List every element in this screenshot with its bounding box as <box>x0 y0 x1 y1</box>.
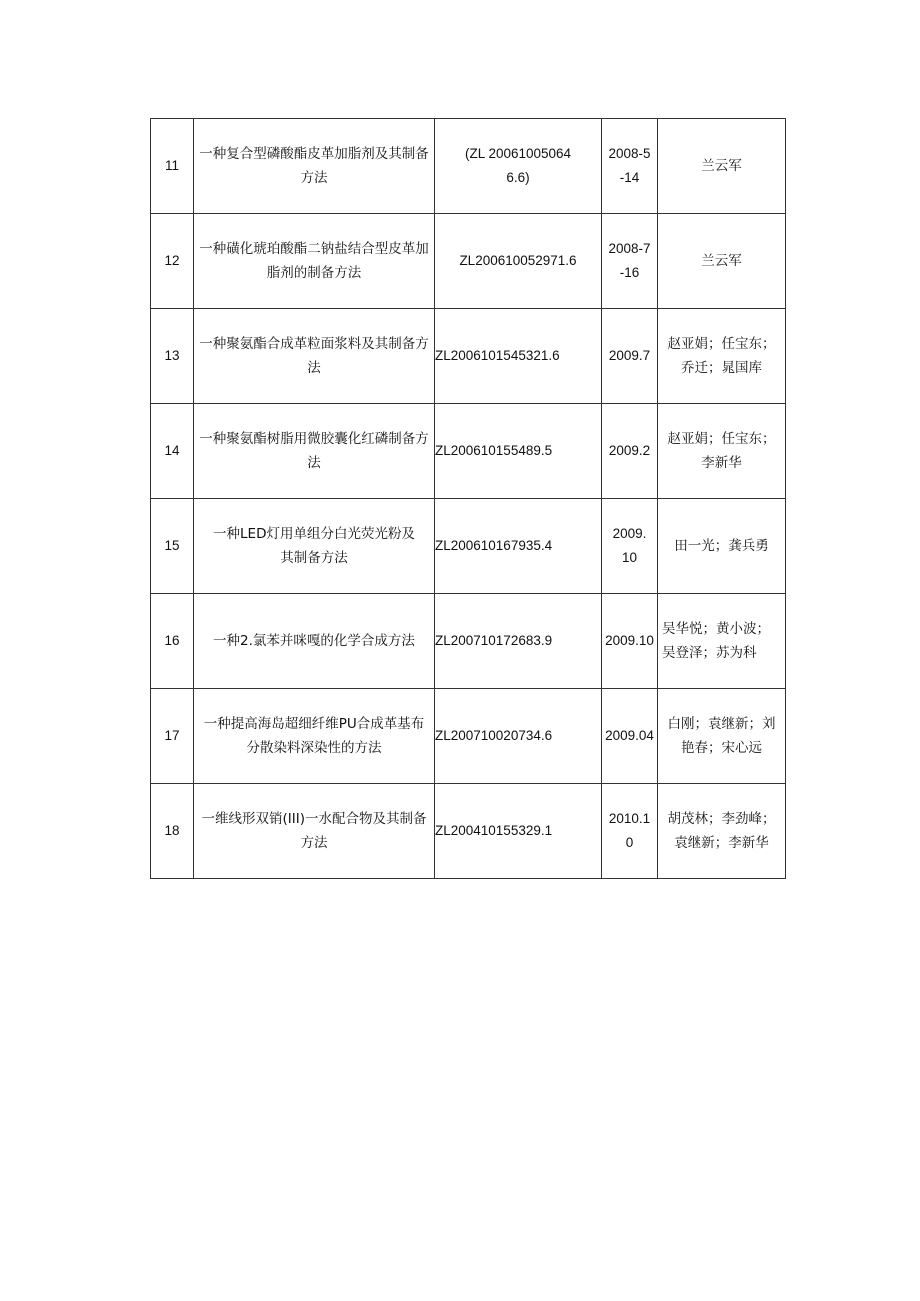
patent-number: ZL200410155329.1 <box>435 823 553 838</box>
row-number: 15 <box>151 499 194 594</box>
table-row <box>151 784 786 879</box>
grant-date: 2009.04 <box>605 728 654 743</box>
table-row <box>151 214 786 309</box>
patent-title: 一种聚氨酯树脂用微胶囊化红磷制备方法 <box>199 431 429 471</box>
row-number: 13 <box>151 309 194 404</box>
patent-number: ZL200710020734.6 <box>435 728 553 743</box>
grant-date: 2009.7 <box>608 348 651 363</box>
inventors: 白刚；袁继新；刘艳春；宋心远 <box>667 716 776 756</box>
table-row <box>151 309 786 404</box>
inventors: 兰云军 <box>701 158 742 174</box>
row-number: 12 <box>151 214 194 309</box>
inventors: 赵亚娟；任宝东；李新华 <box>667 431 776 471</box>
row-number: 11 <box>151 119 194 214</box>
inventors: 吴华悦；黄小波；吴登泽；苏为科 <box>662 621 770 661</box>
patent-number: (ZL 200610050646.6) <box>464 146 572 185</box>
patent-title: 一种LED灯用单组分白光荧光粉及其制备方法 <box>213 526 415 566</box>
patent-title: 一种聚氨酯合成革粒面浆料及其制备方法 <box>199 336 429 376</box>
table-row <box>151 499 786 594</box>
inventors: 田一光；龚兵勇 <box>674 538 769 554</box>
table-row <box>151 689 786 784</box>
table-row <box>151 404 786 499</box>
inventors: 赵亚娟；任宝东；乔迁；晁国库 <box>667 336 776 376</box>
grant-date: 2009.10 <box>612 526 647 565</box>
inventors: 胡茂林；李劲峰；袁继新；李新华 <box>667 811 776 851</box>
table-row <box>151 594 786 689</box>
row-number: 17 <box>151 689 194 784</box>
table-row <box>151 119 786 214</box>
patent-number: ZL200610052971.6 <box>459 253 577 268</box>
grant-date: 2010.10 <box>608 811 651 850</box>
patent-number: ZL2006101545321.6 <box>435 348 560 363</box>
inventors: 兰云军 <box>701 253 742 269</box>
patent-number: ZL200610155489.5 <box>435 443 553 458</box>
grant-date: 2008-5-14 <box>608 146 651 185</box>
grant-date: 2008-7-16 <box>608 241 651 280</box>
patent-title: 一种提高海岛超细纤维PU合成革基布分散染料深染性的方法 <box>203 716 425 756</box>
grant-date: 2009.2 <box>608 443 651 458</box>
patent-title: 一种2.氯苯并咪嘎的化学合成方法 <box>213 633 415 649</box>
row-number: 14 <box>151 404 194 499</box>
patent-title: 一种磺化琥珀酸酯二钠盐结合型皮革加脂剂的制备方法 <box>199 241 429 281</box>
patent-title: 一种复合型磷酸酯皮革加脂剂及其制备方法 <box>199 146 429 186</box>
patent-number: ZL200610167935.4 <box>435 538 553 553</box>
patent-table <box>150 118 786 879</box>
patent-title: 一维线形双销(III)一水配合物及其制备方法 <box>201 811 427 851</box>
row-number: 18 <box>151 784 194 879</box>
grant-date: 2009.10 <box>605 633 654 648</box>
patent-number: ZL200710172683.9 <box>435 633 553 648</box>
row-number: 16 <box>151 594 194 689</box>
